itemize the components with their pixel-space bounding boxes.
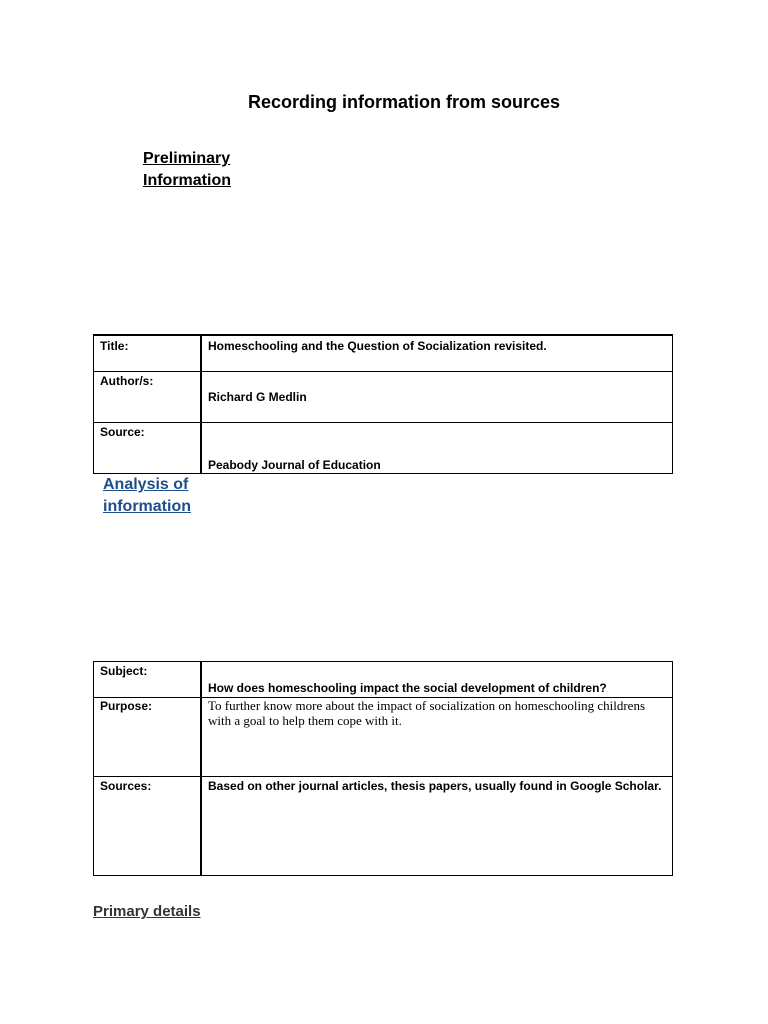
author-value-cell (201, 372, 673, 423)
table-row-author (94, 372, 673, 423)
subject-value: How does homeschooling impact the social development of children? (208, 681, 607, 695)
primary-heading-text: Primary details (93, 903, 201, 920)
title-label: Title: (94, 335, 202, 372)
document-title: Recording information from sources (247, 92, 561, 112)
analysis-heading-line1: Analysis of (103, 476, 189, 493)
subject-label: Subject: (94, 662, 202, 698)
preliminary-information-heading (143, 148, 231, 192)
sources-label: Sources: (94, 777, 202, 876)
preliminary-heading-line2: Information (143, 172, 231, 189)
table-row-subject (94, 662, 673, 698)
preliminary-info-table (93, 334, 673, 474)
purpose-value: To further know more about the impact of socialization on homeschooling childrens with a goal to help them cope with it. (201, 698, 673, 777)
author-label: Author/s: (94, 372, 202, 423)
author-value: Richard G Medlin (208, 390, 307, 404)
table-row-title (94, 335, 673, 372)
primary-details-heading (93, 901, 201, 923)
purpose-label: Purpose: (94, 698, 202, 777)
title-value: Homeschooling and the Question of Socialization revisited. (201, 335, 673, 372)
preliminary-heading-line1: Preliminary (143, 150, 231, 167)
sources-value: Based on other journal articles, thesis papers, usually found in Google Scholar. (201, 777, 673, 876)
table-row-source (94, 423, 673, 474)
source-value: Peabody Journal of Education (208, 458, 381, 472)
analysis-info-table (93, 661, 673, 876)
source-value-cell (201, 423, 673, 474)
source-label: Source: (94, 423, 202, 474)
analysis-of-information-heading (103, 474, 191, 518)
subject-value-cell (201, 662, 673, 698)
table-row-sources (94, 777, 673, 876)
table-row-purpose (94, 698, 673, 777)
analysis-heading-line2: information (103, 498, 191, 515)
